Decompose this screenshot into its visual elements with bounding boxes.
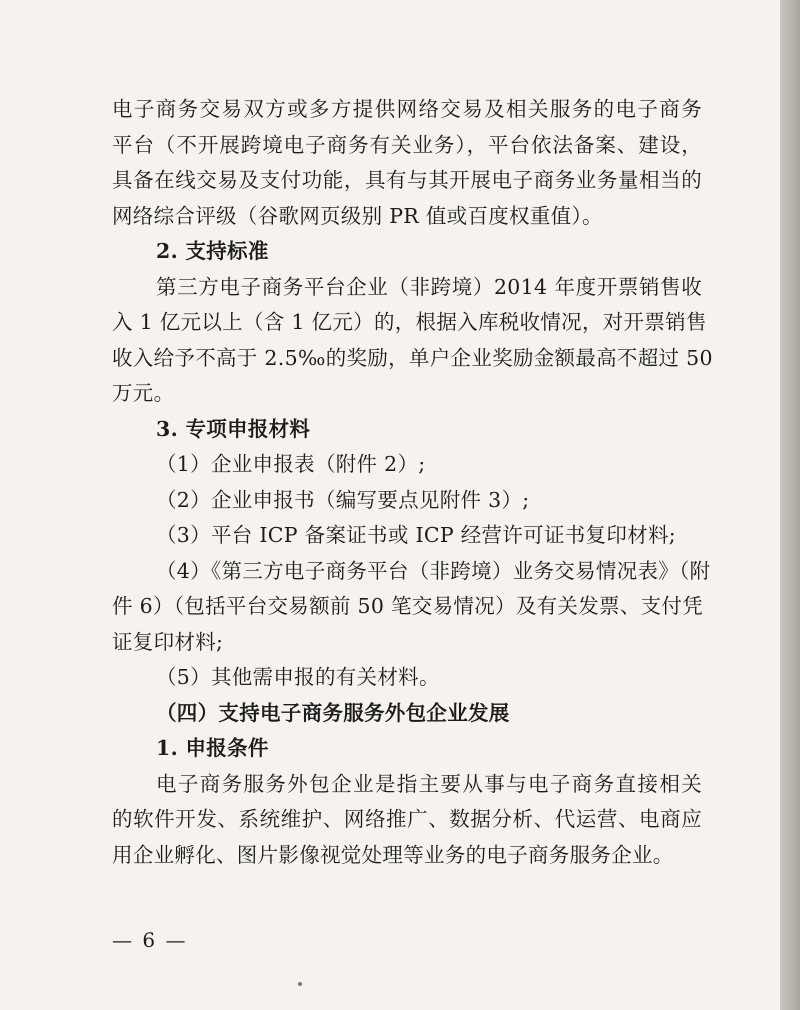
text-line: 网络综合评级（谷歌网页级别 PR 值或百度权重值）。 [112, 203, 603, 228]
text-line: 电子商务交易双方或多方提供网络交易及相关服务的电子商务 [112, 97, 702, 121]
body-text [112, 92, 713, 873]
text-line: 电子商务服务外包企业是指主要从事与电子商务直接相关 [156, 771, 702, 796]
section-heading: 2. 支持标准 [156, 239, 269, 263]
text-line: 收入给予不高于 2.5‰的奖励，单户企业奖励金额最高不超过 50 [112, 345, 713, 370]
text-line: 万元。 [112, 381, 175, 405]
text-line: 的软件开发、系统维护、网络推广、数据分析、代运营、电商应 [112, 807, 702, 831]
section-heading: 1. 申报条件 [156, 736, 269, 760]
scan-speck [298, 982, 302, 986]
page-number: — 6 — [112, 928, 188, 952]
text-line: （1）企业申报表（附件 2）; [156, 452, 426, 476]
text-line: （4）《第三方电子商务平台（非跨境）业务交易情况表》（附 [156, 558, 711, 583]
page-edge [780, 0, 800, 1010]
section-heading: （四）支持电子商务服务外包企业发展 [156, 700, 510, 725]
section-heading: 3. 专项申报材料 [156, 416, 311, 441]
text-line: 入 1 亿元以上（含 1 亿元）的，根据入库税收情况，对开票销售 [112, 310, 707, 334]
text-line: （3）平台 ICP 备案证书或 ICP 经营许可证书复印材料; [156, 523, 676, 547]
text-line: 具备在线交易及支付功能，具有与其开展电子商务业务量相当的 [112, 168, 702, 192]
text-line: 平台（不开展跨境电子商务有关业务），平台依法备案、建设， [112, 132, 702, 157]
text-line: 用企业孵化、图片影像视觉处理等业务的电子商务服务企业。 [112, 842, 674, 867]
text-line: 第三方电子商务平台企业（非跨境）2014 年度开票销售收 [156, 274, 702, 299]
text-line: （5）其他需申报的有关材料。 [156, 665, 440, 689]
text-line: （2）企业申报书（编写要点见附件 3）; [156, 487, 530, 512]
text-line: 证复印材料; [112, 629, 224, 654]
text-line: 件 6）（包括平台交易额前 50 笔交易情况）及有关发票、支付凭 [112, 594, 704, 618]
